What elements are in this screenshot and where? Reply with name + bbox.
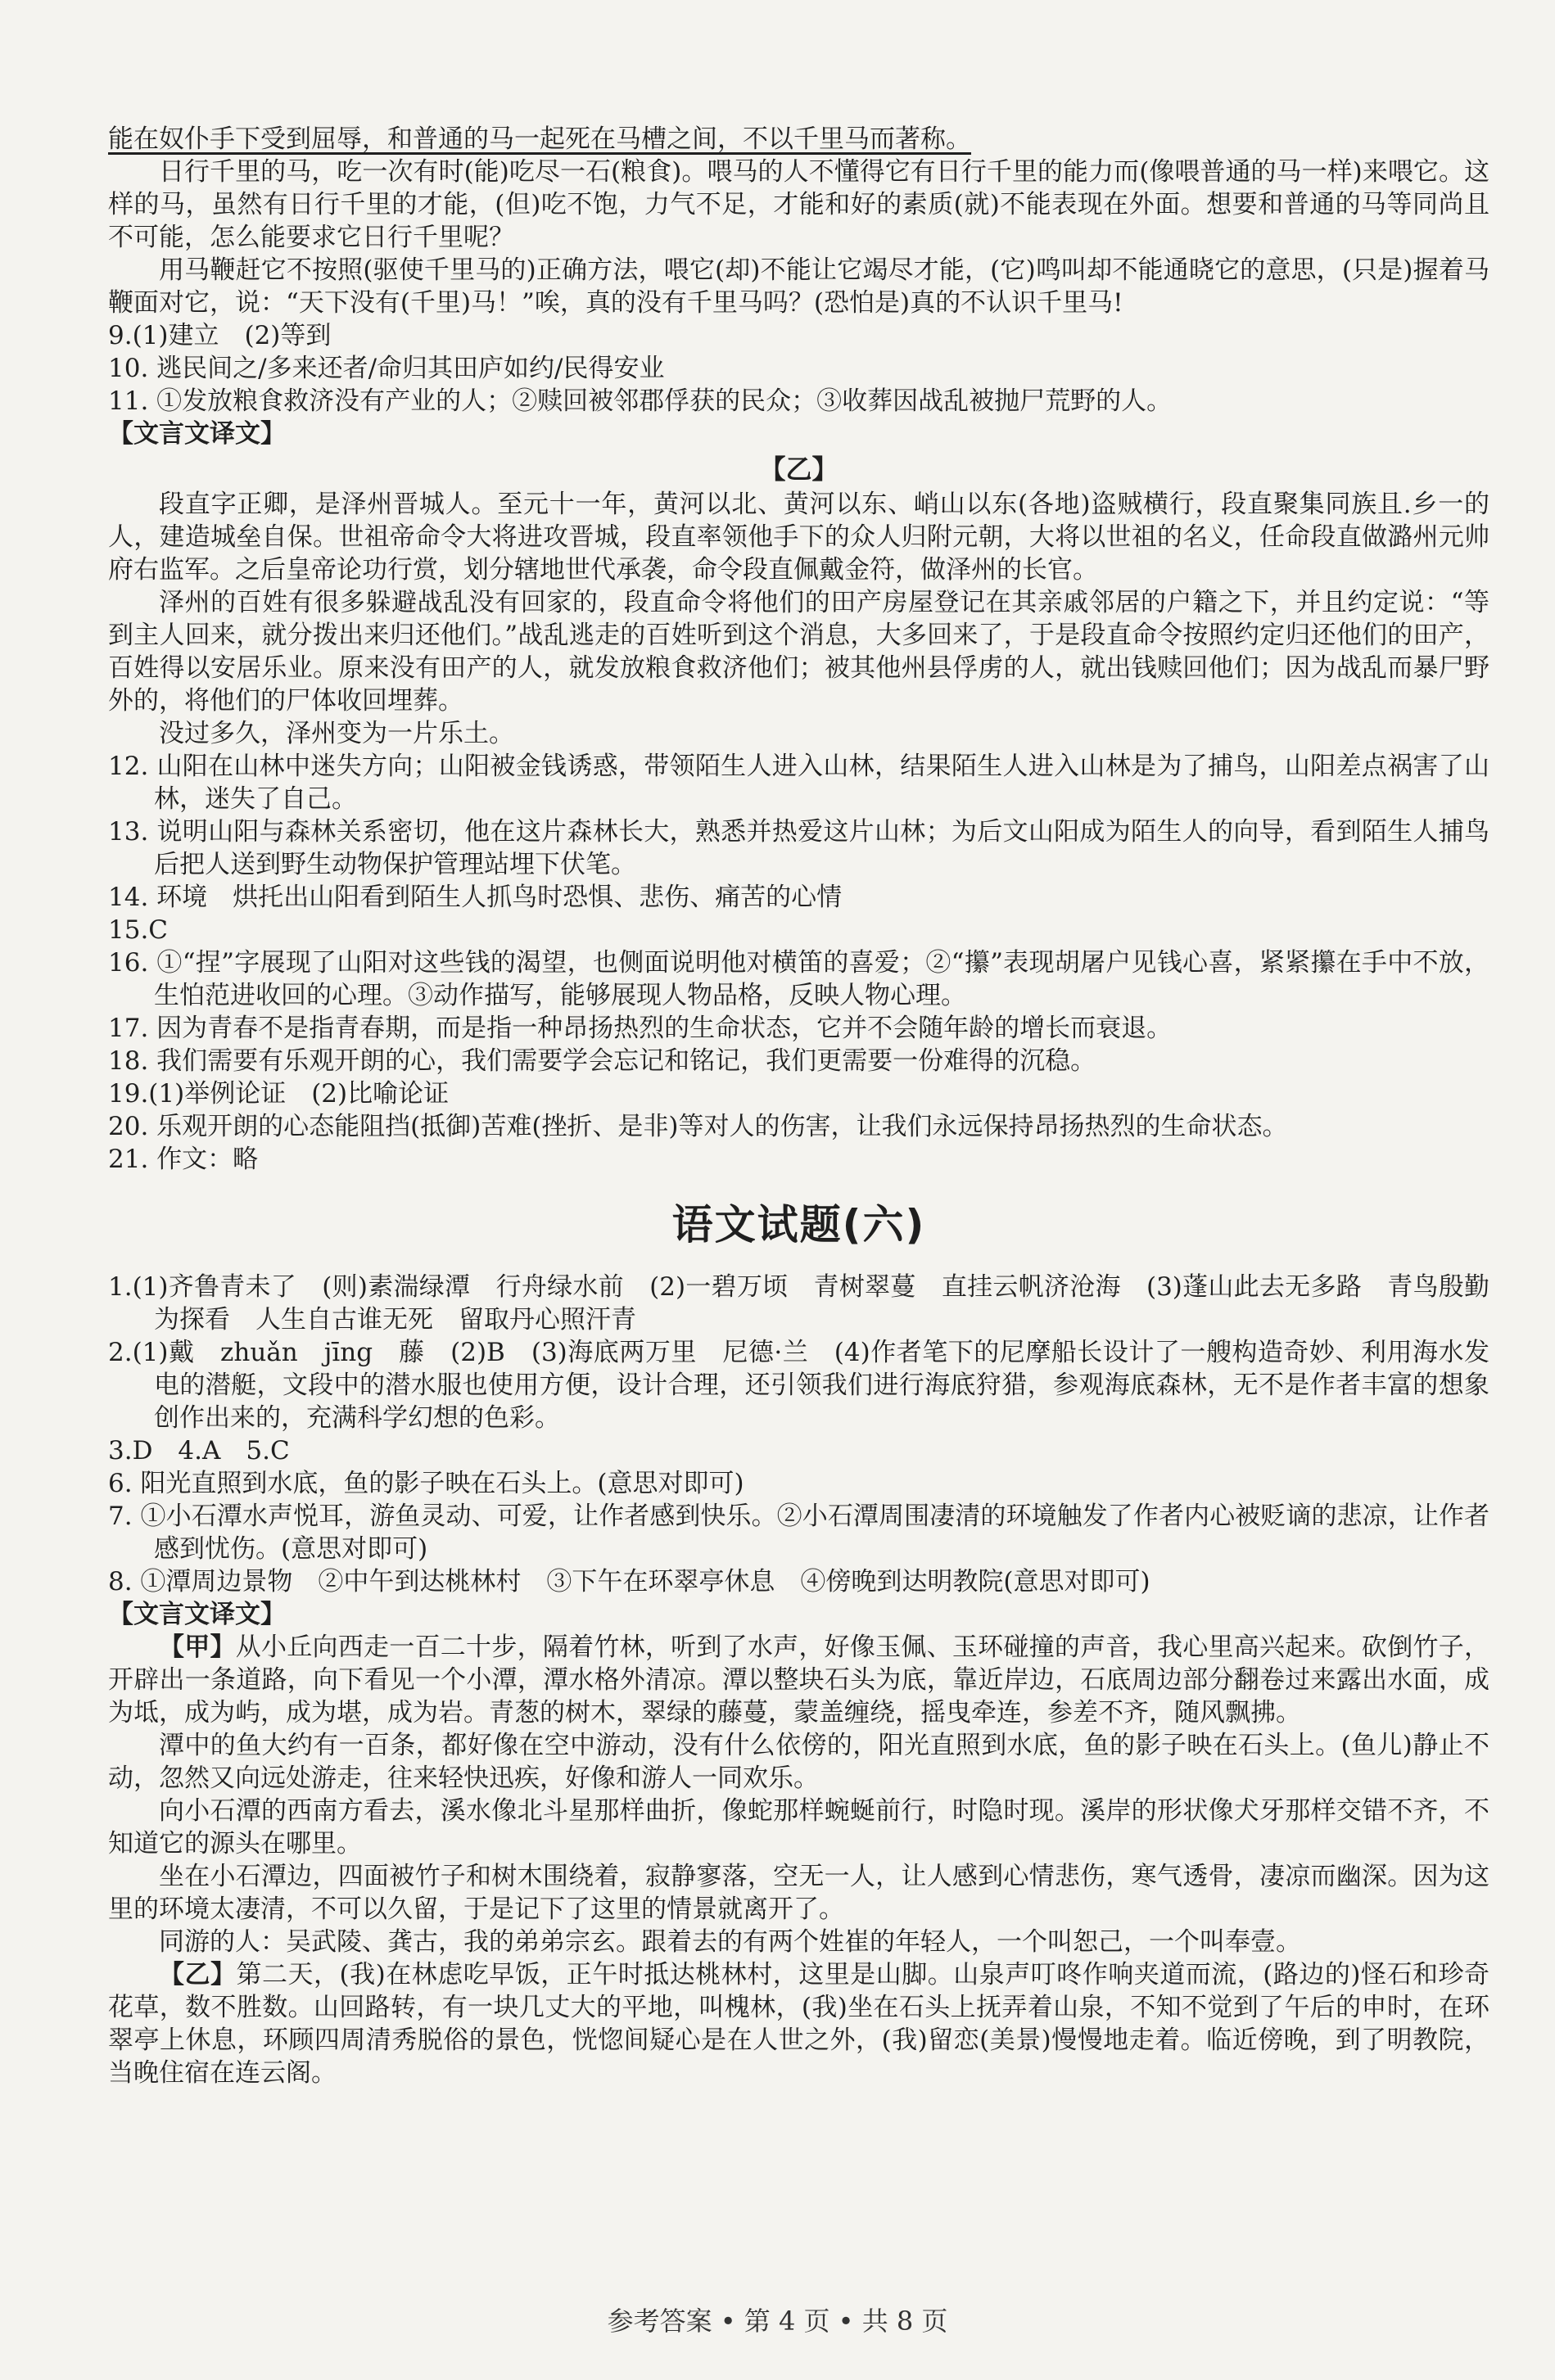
section-heading: 【文言文译文】 xyxy=(108,1600,286,1629)
answer-item: 19.(1)举例论证 (2)比喻论证 xyxy=(108,1079,450,1109)
translation-paragraph: 用马鞭赶它不按照(驱使千里马的)正确方法，喂它(却)不能让它竭尽才能，(它)鸣叫却不能通晓它的意思，(只是)握着马鞭面对它，说：“天下没有(千里)马！”唉，真的没有千里马吗？(恐怕是)真的不认识千里马! xyxy=(108,255,1489,318)
answer-item: 21. 作文：略 xyxy=(108,1145,259,1174)
exam-title: 语文试题(六) xyxy=(671,1201,926,1249)
answer-list-2 xyxy=(108,750,1489,1176)
translation-paragraph-yi xyxy=(108,1958,1489,2089)
translation-paragraph: 潭中的鱼大约有一百条，都好像在空中游动，没有什么依傍的，阳光直照到水底，鱼的影子映在石头上。(鱼儿)静止不动，忽然又向远处游走，往来轻快迅疾，好像和游人一同欢乐。 xyxy=(108,1731,1489,1793)
answer-item: 9.(1)建立 (2)等到 xyxy=(108,321,332,350)
answer-item: 10. 逃民间之/多来还者/命归其田庐如约/民得安业 xyxy=(108,354,665,383)
yi-label: 【乙】 xyxy=(159,1960,237,1989)
underlined-sentence: 能在奴仆手下受到屈辱，和普通的马一起死在马槽之间，不以千里马而著称。 xyxy=(108,124,971,154)
answer-item: 3.D 4.A 5.C xyxy=(108,1436,290,1465)
page-footer: 参考答案 • 第 4 页 • 共 8 页 xyxy=(607,2305,948,2337)
translation-paragraph: 日行千里的马，吃一次有时(能)吃尽一石(粮食)。喂马的人不懂得它有日行千里的能力而(像喂普通的马一样)来喂它。这样的马，虽然有日行千里的才能，(但)吃不饱，力气不足，才能和好的素质(就)不能表现在外面。想要和普通的马等同尚且不可能，怎么能要求它日行千里呢？ xyxy=(108,157,1489,252)
yi-text: 第二天，(我)在林虑吃早饭，正午时抵达桃林村，这里是山脚。山泉声叮咚作响夹道而流，(路边的)怪石和珍奇花草，数不胜数。山回路转，有一块几丈大的平地，叫槐林，(我)坐在石头上抚弄着山泉，不知不觉到了午后的申时，在环翠亭上休息，环顾四周清秀脱俗的景色，恍惚间疑心是在人世之外，(我)留恋(美景)慢慢地走着。临近傍晚，到了明教院，当晚住宿在连云阁。 xyxy=(108,1960,1490,2088)
translation-paragraph: 同游的人：吴武陵、龚古，我的弟弟宗玄。跟着去的有两个姓崔的年轻人，一个叫恕己，一个叫奉壹。 xyxy=(159,1927,1301,1957)
translation-paragraph: 坐在小石潭边，四面被竹子和树木围绕着，寂静寥落，空无一人，让人感到心情悲伤，寒气透骨，凄凉而幽深。因为这里的环境太凄清，不可以久留，于是记下了这里的情景就离开了。 xyxy=(108,1862,1489,1924)
translation-paragraph: 段直字正卿，是泽州晋城人。至元十一年，黄河以北、黄河以东、峭山以东(各地)盗贼横行，段直聚集同族且.乡一的人，建造城垒自保。世祖帝命令大将进攻晋城，段直率领他手下的众人归附元朝，大将以世祖的名义，任命段直做潞州元帅府右监军。之后皇帝论功行赏，划分辖地世代承袭，命令段直佩戴金符，做泽州的长官。 xyxy=(108,490,1489,585)
jia-text: 从小丘向西走一百二十步，隔着竹林，听到了水声，好像玉佩、玉环碰撞的声音，我心里高兴起来。砍倒竹子，开辟出一条道路，向下看见一个小潭，潭水格外清凉。潭以整块石头为底，靠近岸边，石底周边部分翻卷过来露出水面，成为坻，成为屿，成为堪，成为岩。青葱的树木，翠绿的藤蔓，蒙盖缠绕，摇曳牵连，参差不齐，随风飘拂。 xyxy=(108,1633,1489,1727)
section-heading: 【文言文译文】 xyxy=(108,419,286,449)
translation-paragraph-jia xyxy=(108,1631,1489,1729)
answer-item: 2.(1)戴 zhuǎn jīng 藤 (2)B (3)海底两万里 尼德·兰 (4)作者笔下的尼摩船长设计了一艘构造奇妙、利用海水发电的潜艇，文段中的潜水服也使用方便，设计合理，还引领我们进行海底狩猎，参观海底森林，无不是作者丰富的想象创作出来的，充满科学幻想的色彩。 xyxy=(108,1338,1489,1433)
answer-item: 15.C xyxy=(108,915,169,945)
answer-item: 13. 说明山阳与森林关系密切，他在这片森林长大，熟悉并热爱这片山林；为后文山阳成为陌生人的向导，看到陌生人捕鸟后把人送到野生动物保护管理站埋下伏笔。 xyxy=(108,817,1489,879)
translation-paragraph: 向小石潭的西南方看去，溪水像北斗星那样曲折，像蛇那样蜿蜒前行，时隐时现。溪岸的形状像犬牙那样交错不齐，不知道它的源头在哪里。 xyxy=(108,1796,1489,1858)
answer-item: 14. 环境 烘托出山阳看到陌生人抓鸟时恐惧、悲伤、痛苦的心情 xyxy=(108,883,843,912)
answer-list-1 xyxy=(108,319,1489,418)
translation-paragraph: 没过多久，泽州变为一片乐土。 xyxy=(159,719,514,748)
answer-item: 12. 山阳在山林中迷失方向；山阳被金钱诱惑，带领陌生人进入山林，结果陌生人进入山林是为了捕鸟，山阳差点祸害了山林，迷失了自己。 xyxy=(108,752,1489,814)
answer-item: 1.(1)齐鲁青未了 (则)素湍绿潭 行舟绿水前 (2)一碧万顷 青树翠蔓 直挂云帆济沧海 (3)蓬山此去无多路 青鸟殷勤为探看 人生自古谁无死 留取丹心照汗青 xyxy=(108,1272,1489,1335)
answer-item: 20. 乐观开朗的心态能阻挡(抵御)苦难(挫折、是非)等对人的伤害，让我们永远保持昂扬热烈的生命状态。 xyxy=(108,1112,1288,1141)
answer-item: 17. 因为青春不是指青春期，而是指一种昂扬热烈的生命状态，它并不会随年龄的增长而衰退。 xyxy=(108,1014,1173,1043)
answer-item: 18. 我们需要有乐观开朗的心，我们需要学会忘记和铭记，我们更需要一份难得的沉稳。 xyxy=(108,1046,1096,1076)
answer-item: 16. ①“捏”字展现了山阳对这些钱的渴望，也侧面说明他对横笛的喜爱；②“攥”表现胡屠户见钱心喜，紧紧攥在手中不放，生怕范进收回的心理。③动作描写，能够展现人物品格，反映人物心理。 xyxy=(108,948,1489,1010)
answer-list-3 xyxy=(108,1271,1489,1598)
translation-paragraph: 泽州的百姓有很多躲避战乱没有回家的，段直命令将他们的田产房屋登记在其亲戚邻居的户籍之下，并且约定说：“等到主人回来，就分拨出来归还他们。”战乱逃走的百姓听到这个消息，大多回来了，于是段直命令按照约定归还他们的田产，百姓得以安居乐业。原来没有田产的人，就发放粮食救济他们；被其他州县俘虏的人，就出钱赎回他们；因为战乱而暴尸野外的，将他们的尸体收回埋葬。 xyxy=(108,588,1489,716)
answer-item: 11. ①发放粮食救济没有产业的人；②赎回被邻郡俘获的民众；③收葬因战乱被抛尸荒野的人。 xyxy=(108,386,1173,416)
answer-item: 8. ①潭周边景物 ②中午到达桃林村 ③下午在环翠亭休息 ④傍晚到达明教院(意思对即可) xyxy=(108,1567,1150,1596)
answer-item: 7. ①小石潭水声悦耳，游鱼灵动、可爱，让作者感到快乐。②小石潭周围凄清的环境触发了作者内心被贬谪的悲凉，让作者感到忧伤。(意思对即可) xyxy=(108,1502,1489,1564)
sub-heading: 【乙】 xyxy=(759,454,839,485)
jia-label: 【甲】 xyxy=(159,1633,236,1662)
answer-item: 6. 阳光直照到水底，鱼的影子映在石头上。(意思对即可) xyxy=(108,1469,744,1498)
